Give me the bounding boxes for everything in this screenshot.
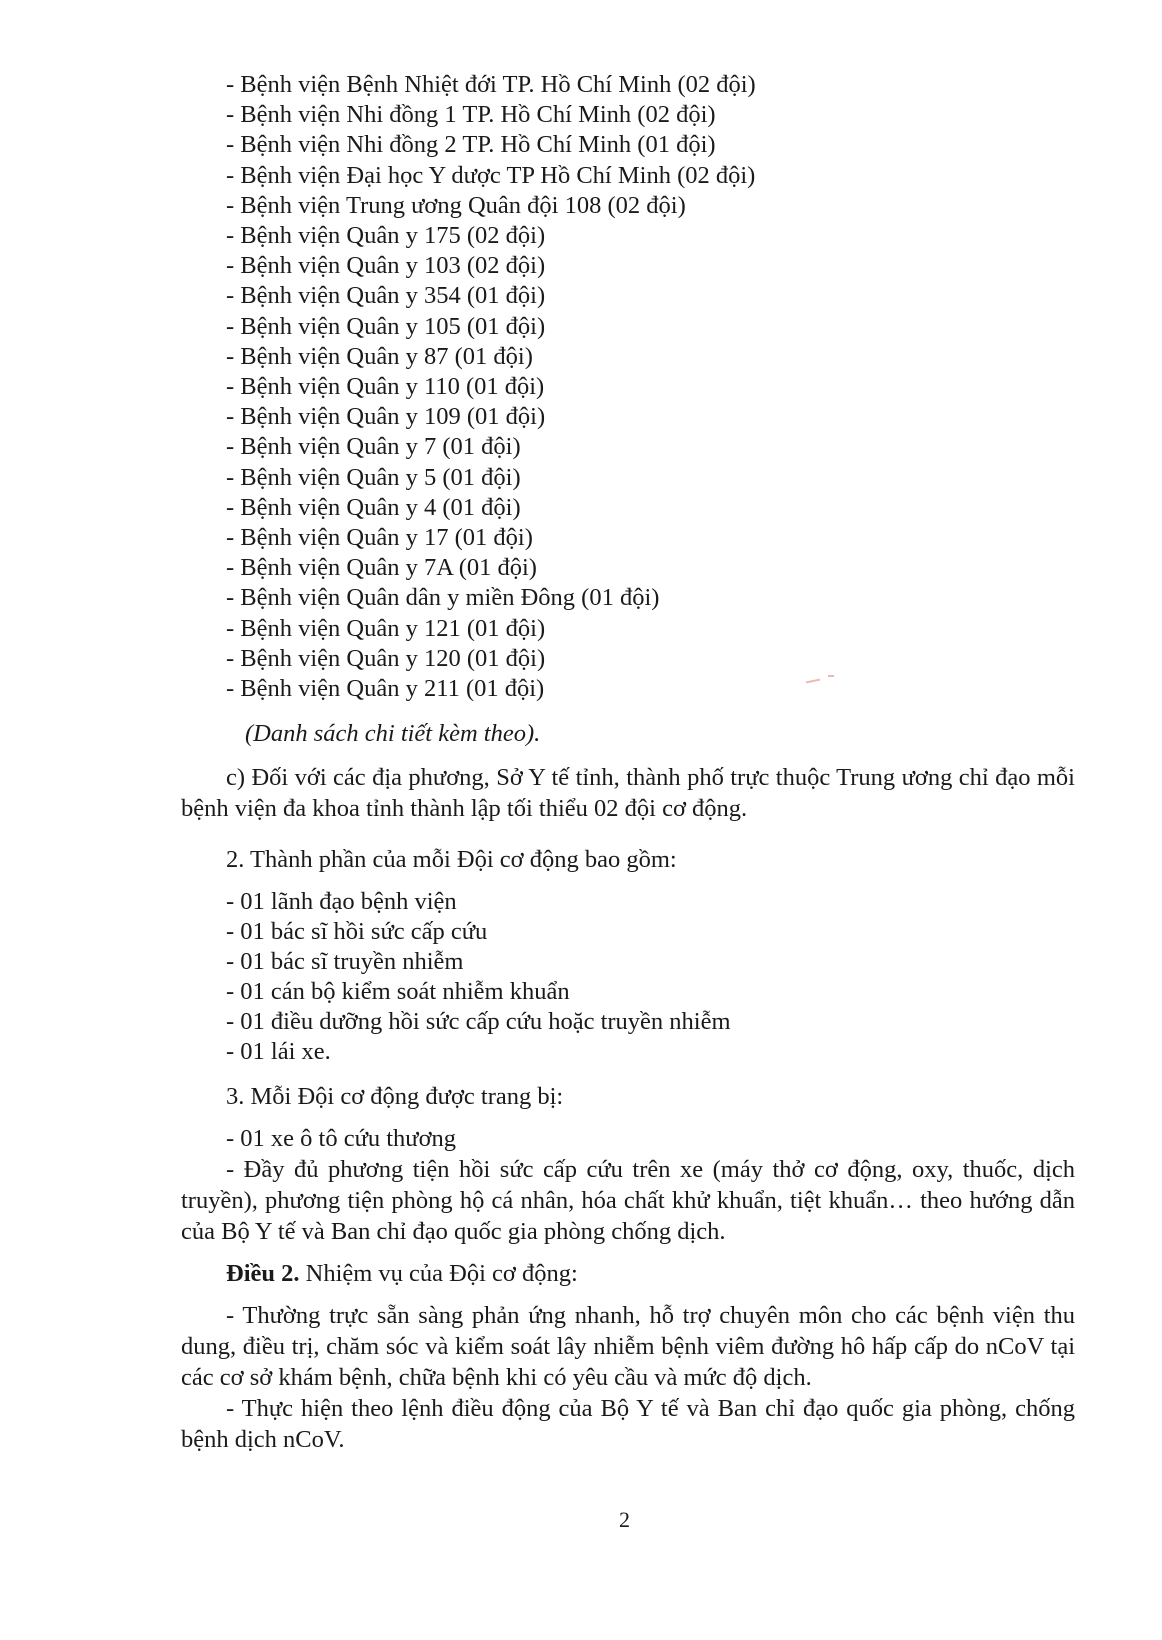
attachment-note: (Danh sách chi tiết kèm theo).	[245, 720, 541, 747]
section-c-paragraph: c) Đối với các địa phương, Sở Y tế tỉnh, thành phố trực thuộc Trung ương chỉ đạo mỗi bệnh viện đa khoa tỉnh thành lập tối thiểu 02 đội cơ động.	[181, 764, 1075, 822]
list-item: - Bệnh viện Đại học Y dược TP Hồ Chí Minh (02 đội)	[226, 161, 756, 189]
list-item: - Bệnh viện Bệnh Nhiệt đới TP. Hồ Chí Minh (02 đội)	[226, 71, 756, 98]
list-item: - Bệnh viện Nhi đồng 2 TP. Hồ Chí Minh (01 đội)	[226, 131, 716, 159]
list-item: - Bệnh viện Trung ương Quân đội 108 (02 đội)	[226, 191, 686, 219]
list-item: - Bệnh viện Nhi đồng 1 TP. Hồ Chí Minh (02 đội)	[226, 101, 716, 129]
page-number: 2	[619, 1507, 630, 1532]
list-item: - Bệnh viện Quân y 7A (01 đội)	[226, 554, 537, 582]
list-item: - Bệnh viện Quân y 175 (02 đội)	[226, 222, 546, 250]
list-item: - Bệnh viện Quân y 105 (01 đội)	[226, 312, 546, 340]
list-item: - 01 cán bộ kiểm soát nhiễm khuẩn	[226, 978, 570, 1005]
list-item: - 01 lái xe.	[226, 1038, 331, 1065]
scan-artifact	[828, 675, 834, 677]
hospital-list	[226, 70, 756, 704]
section-2-heading: 2. Thành phần của mỗi Đội cơ động bao gồm:	[226, 846, 677, 873]
list-item: - Bệnh viện Quân y 7 (01 đội)	[226, 433, 521, 461]
article-2-paragraph-1: - Thường trực sẵn sàng phản ứng nhanh, hỗ trợ chuyên môn cho các bệnh viện thu dung, điều trị, chăm sóc và kiểm soát lây nhiễm bệnh viêm đường hô hấp cấp do nCoV tại các cơ sở khám bệnh, chữa bệnh khi có yêu cầu và mức độ dịch.	[181, 1302, 1075, 1391]
scan-artifact	[806, 679, 820, 684]
section-3-heading: 3. Mỗi Đội cơ động được trang bị:	[226, 1083, 564, 1110]
list-item: - Bệnh viện Quân y 103 (02 đội)	[226, 252, 546, 280]
equipment-paragraph: - Đầy đủ phương tiện hồi sức cấp cứu trên xe (máy thở cơ động, oxy, thuốc, dịch truyền), phương tiện phòng hộ cá nhân, hóa chất khử khuẩn, tiệt khuẩn… theo hướng dẫn của Bộ Y tế và Ban chỉ đạo quốc gia phòng chống dịch.	[181, 1156, 1075, 1245]
list-item: - Bệnh viện Quân y 354 (01 đội)	[226, 282, 546, 310]
list-item: - Bệnh viện Quân y 4 (01 đội)	[226, 493, 521, 521]
list-item: - Bệnh viện Quân y 5 (01 đội)	[226, 463, 521, 491]
list-item: - Bệnh viện Quân y 17 (01 đội)	[226, 524, 533, 552]
article-2-paragraph-2: - Thực hiện theo lệnh điều động của Bộ Y tế và Ban chỉ đạo quốc gia phòng, chống bệnh dịch nCoV.	[181, 1395, 1075, 1453]
article-2-heading	[226, 1260, 578, 1288]
list-item: - Bệnh viện Quân y 110 (01 đội)	[226, 373, 545, 401]
list-item: - Bệnh viện Quân y 121 (01 đội)	[226, 614, 546, 642]
article-2-label: Điều 2.	[226, 1260, 300, 1287]
list-item: - Bệnh viện Quân dân y miền Đông (01 đội)	[226, 584, 660, 612]
list-item: - Bệnh viện Quân y 211 (01 đội)	[226, 675, 545, 703]
list-item: - 01 điều dưỡng hồi sức cấp cứu hoặc truyền nhiễm	[226, 1008, 731, 1035]
list-item: - 01 lãnh đạo bệnh viện	[226, 888, 457, 915]
list-item: - Bệnh viện Quân y 120 (01 đội)	[226, 644, 546, 672]
list-item: - 01 bác sĩ hồi sức cấp cứu	[226, 918, 488, 945]
equipment-item: - 01 xe ô tô cứu thương	[226, 1125, 457, 1152]
article-2-title: Nhiệm vụ của Đội cơ động:	[299, 1260, 578, 1287]
list-item: - Bệnh viện Quân y 87 (01 đội)	[226, 342, 533, 370]
list-item: - Bệnh viện Quân y 109 (01 đội)	[226, 403, 546, 431]
team-composition-list	[226, 887, 731, 1067]
list-item: - 01 bác sĩ truyền nhiễm	[226, 948, 464, 975]
